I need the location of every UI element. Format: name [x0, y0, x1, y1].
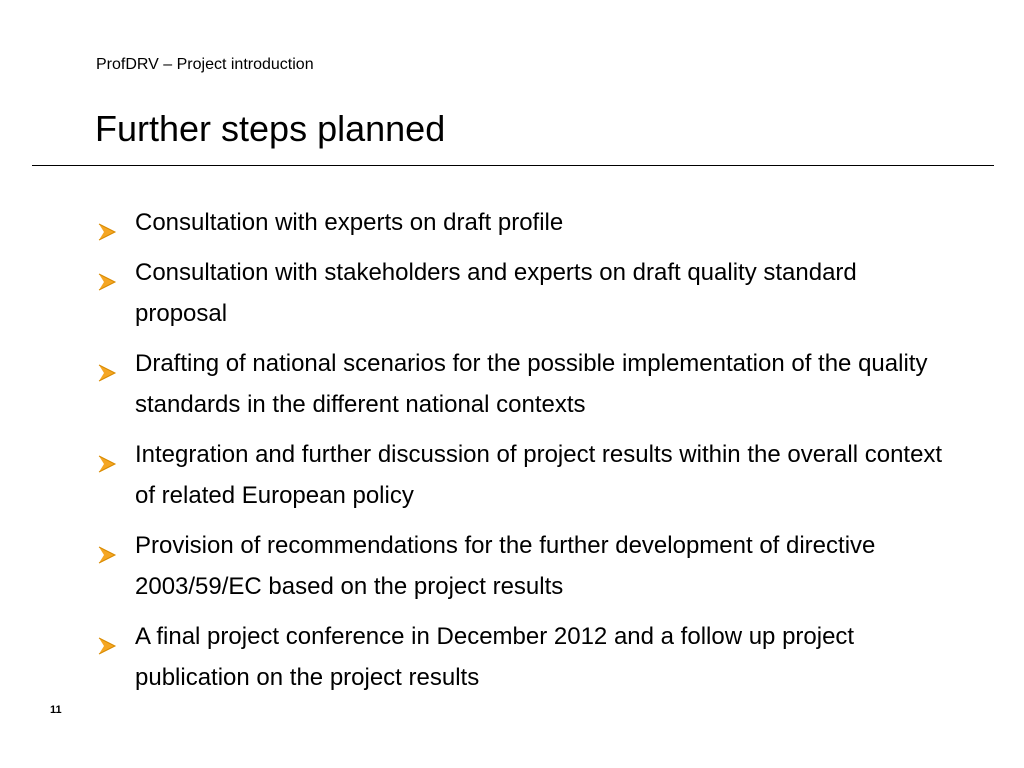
page-number: 11 — [50, 704, 62, 716]
bullet-item — [97, 525, 947, 607]
bullet-text: Consultation with stakeholders and experts on draft quality standard proposal — [135, 259, 857, 327]
bullet-list — [97, 202, 947, 707]
slide-title: Further steps planned — [95, 108, 446, 149]
bullet-item — [97, 434, 947, 516]
arrow-bullet-icon — [97, 354, 119, 372]
arrow-bullet-icon — [97, 263, 119, 281]
bullet-item — [97, 252, 947, 334]
bullet-text: Drafting of national scenarios for the possible implementation of the quality standards in the different national contexts — [135, 350, 928, 418]
bullet-item — [97, 616, 947, 698]
bullet-item — [97, 202, 947, 243]
arrow-bullet-icon — [97, 627, 119, 645]
slide-subtitle: ProfDRV – Project introduction — [96, 56, 314, 73]
bullet-text: Integration and further discussion of project results within the overall context of related European policy — [135, 441, 943, 509]
arrow-bullet-icon — [97, 536, 119, 554]
arrow-bullet-icon — [97, 213, 119, 231]
bullet-item — [97, 343, 947, 425]
bullet-text: A final project conference in December 2012 and a follow up project publication on the project results — [135, 623, 855, 691]
arrow-bullet-icon — [97, 445, 119, 463]
title-divider — [32, 165, 994, 166]
bullet-text: Consultation with experts on draft profile — [135, 209, 564, 236]
bullet-text: Provision of recommendations for the further development of directive 2003/59/EC based on the project results — [135, 532, 876, 600]
